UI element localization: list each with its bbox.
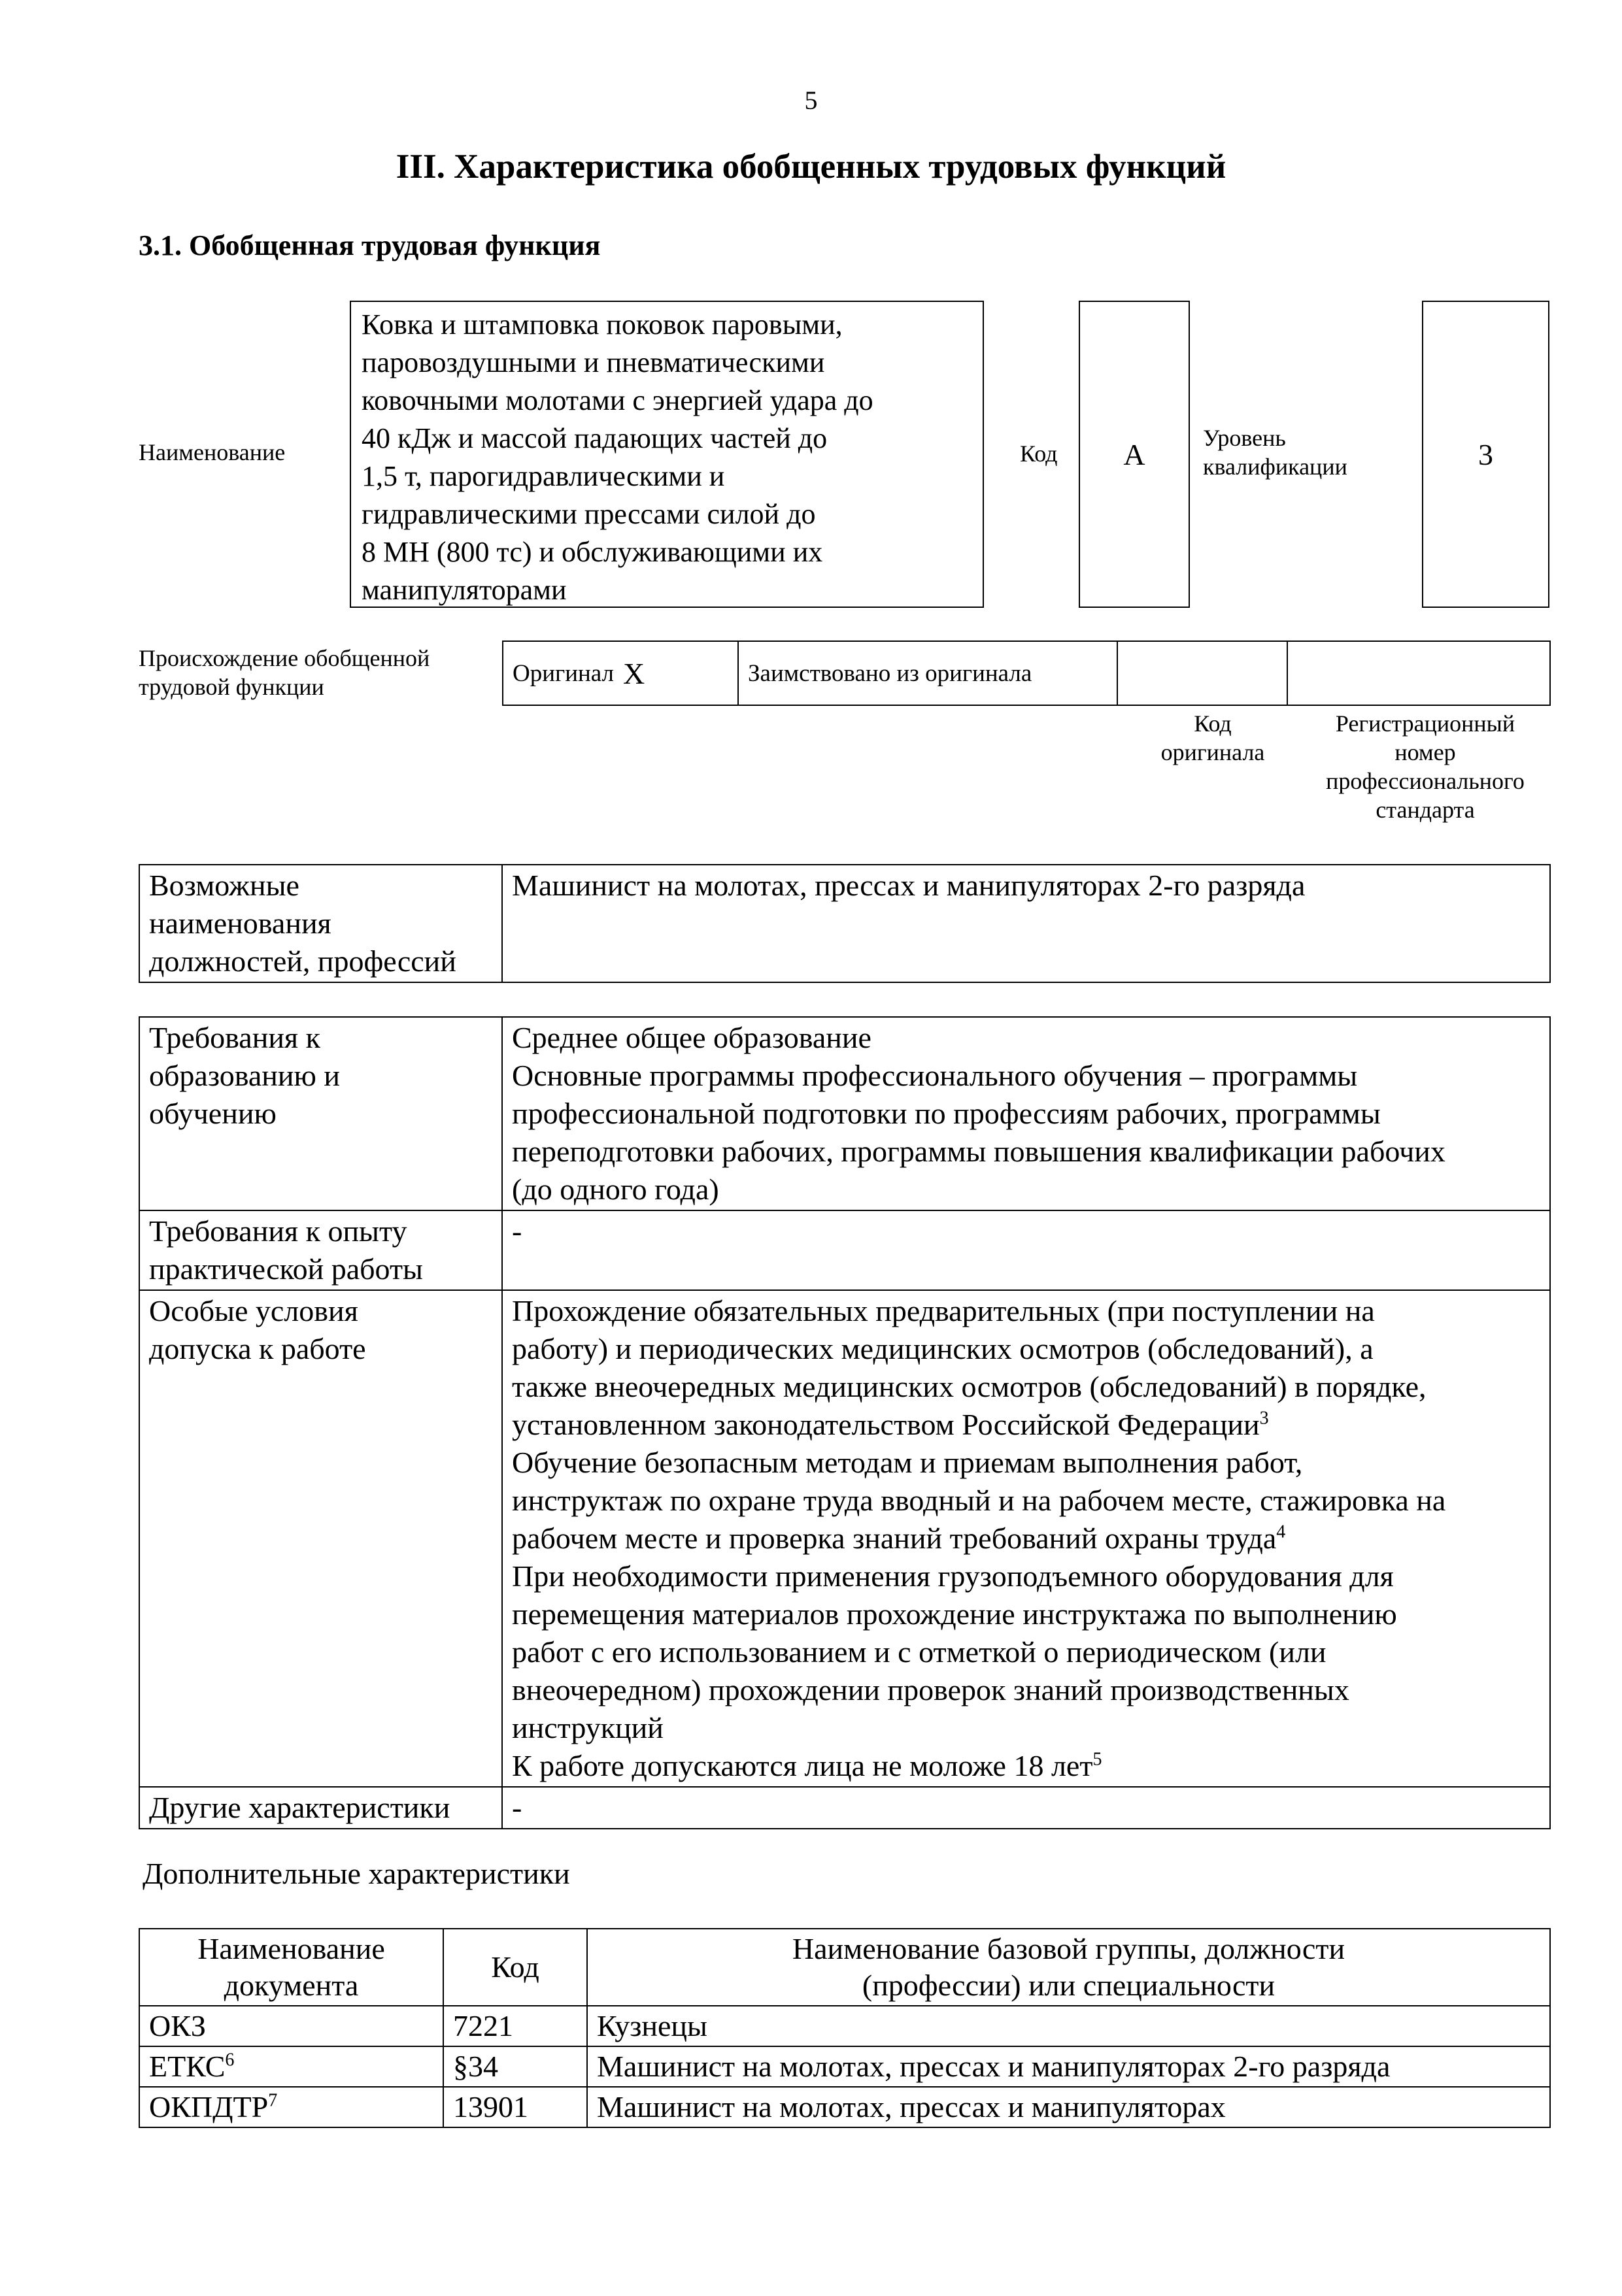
- caption-line: Код: [1194, 710, 1232, 737]
- positions-label: [139, 865, 502, 982]
- additional-heading: Дополнительные характеристики: [143, 1857, 570, 1890]
- value-line: Среднее общее образование: [512, 1021, 871, 1054]
- level-label-line: квалификации: [1203, 454, 1347, 480]
- value-line: [512, 1747, 1546, 1785]
- education-value: [502, 1017, 1550, 1210]
- code-cell: 7221: [443, 2006, 587, 2046]
- label-line: наименования: [149, 907, 331, 940]
- doc-cell: [139, 2087, 443, 2127]
- label-line: образованию и: [149, 1059, 340, 1092]
- label-line: практической работы: [149, 1252, 423, 1286]
- table-row: [139, 2087, 1550, 2127]
- name-label: Наименование: [139, 439, 286, 465]
- header-line: Наименование: [197, 1932, 385, 1965]
- experience-label: [139, 1210, 502, 1290]
- other-value: -: [502, 1787, 1550, 1829]
- page-number: 5: [804, 86, 818, 115]
- table-row: [139, 2046, 1550, 2087]
- origin-label-line: трудовой функции: [139, 674, 324, 700]
- qualification-level-value: 3: [1422, 301, 1549, 608]
- footnote-ref: 3: [1259, 1408, 1269, 1429]
- footnote-ref: 5: [1092, 1749, 1102, 1770]
- function-name-box: [350, 301, 984, 608]
- function-name-line: ковочными молотами с энергией удара до: [362, 384, 873, 416]
- value-line: работу) и периодических медицинских осмотров (обследований), а: [512, 1332, 1374, 1365]
- header-base-group: [587, 1929, 1550, 2006]
- code-cell: §34: [443, 2046, 587, 2087]
- qualification-level-label: [1203, 424, 1347, 481]
- subsection-title: 3.1. Обобщенная трудовая функция: [139, 229, 601, 261]
- level-label-line: Уровень: [1203, 425, 1286, 451]
- value-line: также внеочередных медицинских осмотров (обследований) в порядке,: [512, 1370, 1427, 1403]
- original-code-caption: [1115, 709, 1311, 767]
- value-line: работ с его использованием и с отметкой о периодическом (или: [512, 1635, 1326, 1669]
- origin-label-line: Происхождение обобщенной: [139, 645, 430, 671]
- header-line: Наименование базовой группы, должности: [792, 1932, 1345, 1965]
- table-row: [139, 865, 1550, 982]
- doc-name: ОКЗ: [149, 2009, 206, 2042]
- table-header-row: [139, 1929, 1550, 2006]
- positions-value: Машинист на молотах, прессах и манипуляторах 2-го разряда: [502, 865, 1550, 982]
- header-code: Код: [443, 1929, 587, 2006]
- caption-line: оригинала: [1160, 739, 1265, 765]
- table-row: [139, 1210, 1550, 1290]
- value-line: Обучение безопасным методам и приемам выполнения работ,: [512, 1446, 1303, 1479]
- name-cell: Машинист на молотах, прессах и манипуляторах: [587, 2087, 1550, 2127]
- other-label: Другие характеристики: [139, 1787, 502, 1829]
- caption-line: стандарта: [1376, 797, 1475, 823]
- origin-label: [139, 644, 430, 701]
- label-line: Особые условия: [149, 1294, 358, 1327]
- value-line: профессиональной подготовки по профессиям рабочих, программы: [512, 1097, 1381, 1130]
- caption-line: номер: [1394, 739, 1456, 765]
- label-line: допуска к работе: [149, 1332, 366, 1365]
- value-text: К работе допускаются лица не моложе 18 лет: [512, 1749, 1093, 1782]
- additional-table: [139, 1928, 1551, 2128]
- table-row: [139, 1290, 1550, 1787]
- experience-value: -: [502, 1210, 1550, 1290]
- registration-number-caption: [1294, 709, 1556, 824]
- requirements-table: [139, 1016, 1551, 1829]
- section-title: III. Характеристика обобщенных трудовых функций: [396, 148, 1226, 186]
- value-text: рабочем месте и проверка знаний требований охраны труда: [512, 1522, 1277, 1555]
- original-code-cell: [1118, 642, 1288, 705]
- footnote-ref: 6: [225, 2050, 235, 2071]
- label-line: Требования к: [149, 1021, 320, 1054]
- original-label: Оригинал: [513, 659, 615, 687]
- function-name-line: Ковка и штамповка поковок паровыми,: [362, 308, 843, 341]
- footnote-ref: 4: [1276, 1522, 1286, 1542]
- header-line: документа: [224, 1969, 359, 2002]
- education-label: [139, 1017, 502, 1210]
- borrowed-cell: Заимствовано из оригинала: [739, 642, 1118, 705]
- doc-cell: [139, 2046, 443, 2087]
- value-line: [512, 1406, 1546, 1444]
- function-name-line: 1,5 т, парогидравлическими и: [362, 460, 725, 492]
- code-value: А: [1079, 301, 1190, 608]
- label-line: Требования к опыту: [149, 1214, 407, 1248]
- positions-table: [139, 864, 1551, 983]
- value-line: перемещения материалов прохождение инструктажа по выполнению: [512, 1597, 1397, 1631]
- value-line: При необходимости применения грузоподъемного оборудования для: [512, 1559, 1394, 1593]
- value-line: инструкций: [512, 1711, 664, 1744]
- header-line: (профессии) или специальности: [862, 1969, 1276, 2002]
- value-line: переподготовки рабочих, программы повышения квалификации рабочих: [512, 1135, 1445, 1168]
- original-mark: X: [623, 656, 645, 690]
- function-name-line: 8 МН (800 тс) и обслуживающими их: [362, 536, 823, 568]
- original-cell: [503, 642, 739, 705]
- caption-line: профессионального: [1326, 768, 1525, 794]
- table-row: [139, 1787, 1550, 1829]
- value-line: Основные программы профессионального обучения – программы: [512, 1059, 1358, 1092]
- value-line: инструктаж по охране труда вводный и на рабочем месте, стажировка на: [512, 1484, 1446, 1517]
- footnote-ref: 7: [268, 2090, 278, 2111]
- caption-line: Регистрационный: [1335, 710, 1515, 737]
- special-conditions-label: [139, 1290, 502, 1787]
- registration-number-cell: [1288, 642, 1549, 705]
- origin-row: [502, 641, 1551, 706]
- value-line: Прохождение обязательных предварительных (при поступлении на: [512, 1294, 1375, 1327]
- doc-cell: [139, 2006, 443, 2046]
- special-conditions-value: [502, 1290, 1550, 1787]
- code-cell: 13901: [443, 2087, 587, 2127]
- value-text: установленном законодательством Российской Федерации: [512, 1408, 1260, 1441]
- function-name-line: паровоздушными и пневматическими: [362, 346, 825, 378]
- label-line: обучению: [149, 1097, 277, 1130]
- name-cell: Кузнецы: [587, 2006, 1550, 2046]
- doc-name: ЕТКС: [149, 2050, 226, 2083]
- function-name-line: манипуляторами: [362, 574, 567, 606]
- value-line: [512, 1520, 1546, 1557]
- name-cell: Машинист на молотах, прессах и манипуляторах 2-го разряда: [587, 2046, 1550, 2087]
- value-line: внеочередном) прохождении проверок знаний производственных: [512, 1673, 1349, 1706]
- function-name-line: 40 кДж и массой падающих частей до: [362, 422, 828, 454]
- value-line: (до одного года): [512, 1173, 719, 1206]
- doc-name: ОКПДТР: [149, 2090, 269, 2123]
- table-row: [139, 1017, 1550, 1210]
- label-line: должностей, профессий: [149, 944, 456, 978]
- function-name-line: гидравлическими прессами силой до: [362, 498, 816, 530]
- table-row: [139, 2006, 1550, 2046]
- label-line: Возможные: [149, 869, 299, 902]
- code-label: Код: [1020, 441, 1058, 467]
- header-document: [139, 1929, 443, 2006]
